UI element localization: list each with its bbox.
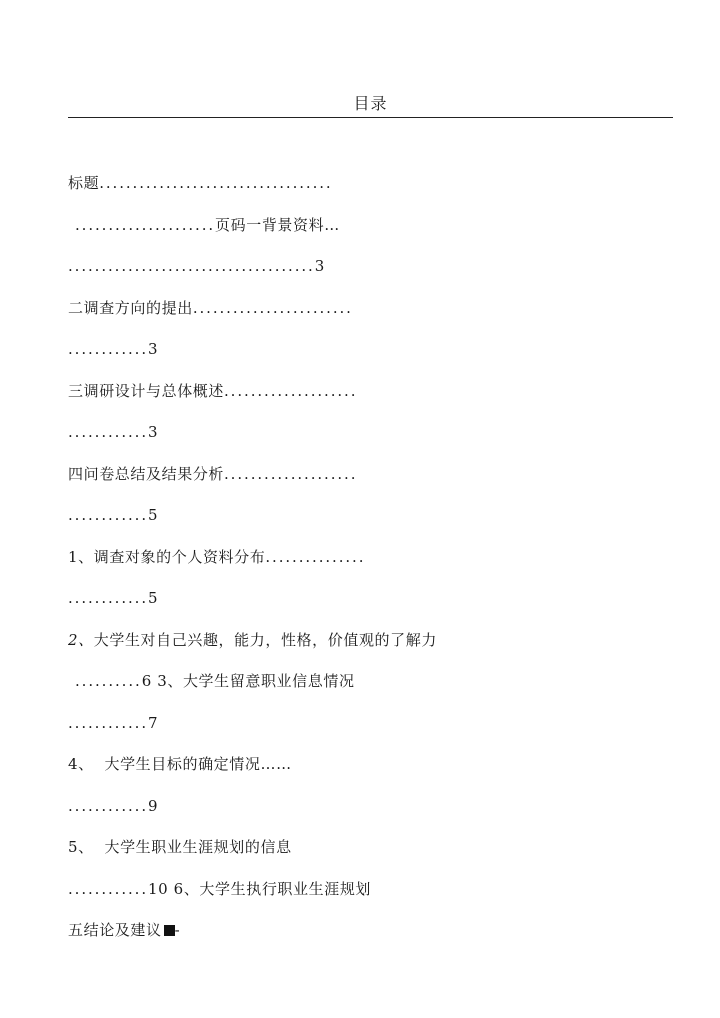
page-number: 5 [148,506,159,524]
leader-dots: ............... [265,547,366,566]
leader-dots: ............ [68,713,149,732]
leader-dots: ........................ [192,298,353,317]
page-number: 3 [148,423,159,441]
toc-entry-career-planning-info: 5、 大学生职业生涯规划的信息 [68,838,292,856]
page-number: 3 [148,340,159,358]
page-number: 7 [148,713,159,732]
toc-entry-continuation [68,504,628,546]
toc-entry-background: .....................页码一背景资料… [75,215,340,234]
page-number: 3 [314,257,325,275]
toc-entry-questionnaire: 四问卷总结及结果分析.................... [68,464,358,483]
leader-dots: ............ [68,879,149,898]
toc-entry-continuation [68,795,628,837]
black-square-icon [164,925,175,936]
leader-dots: ..................... [75,215,216,234]
toc-entry-continuation [68,587,628,629]
leader-dots: .................... [224,464,358,483]
toc-entry-self-understanding: 2、大学生对自己兴趣，能力，性格，价值观的了解力 [68,630,437,649]
toc-entry-continuation [68,421,628,463]
leader-dots: ............ [68,589,149,607]
toc-entry-goal-setting: 4、 大学生目标的确定情况…… [68,755,292,773]
item-number: 2、 [68,630,94,649]
leader-dots: ..................................... [68,257,315,275]
toc-entry-career-execution: ............10 6、大学生执行职业生涯规划 [68,879,372,898]
toc-entry-subject-profile: 1、调查对象的个人资料分布............... [68,547,366,566]
toc-entry-title: 标题................................... [68,174,333,192]
toc-title: 目录 [353,94,388,113]
page-number: 5 [148,589,159,607]
toc-entry-research-design: 三调研设计与总体概述.................... [68,381,358,400]
toc-entry-continuation [68,712,628,754]
leader-dots: ................................... [99,174,333,192]
leader-dots: .................... [224,381,358,400]
leader-dots: ............ [68,506,149,524]
leader-dots: ............ [68,340,149,358]
leader-dots: ............ [68,423,149,441]
toc-entry-continuation [68,338,628,380]
toc-entry-career-info: ..........6 3、大学生留意职业信息情况 [75,672,355,690]
toc-entry-conclusion: 五结论及建议 - [68,921,181,939]
leader-dots: ............ [68,796,149,815]
table-of-contents [68,172,628,961]
toc-entry-continuation [68,255,628,297]
leader-dots: .......... [75,672,142,690]
toc-entry-survey-direction: 二调查方向的提出........................ [68,298,353,317]
page-number: 9 [148,796,159,815]
page-header [68,93,673,118]
